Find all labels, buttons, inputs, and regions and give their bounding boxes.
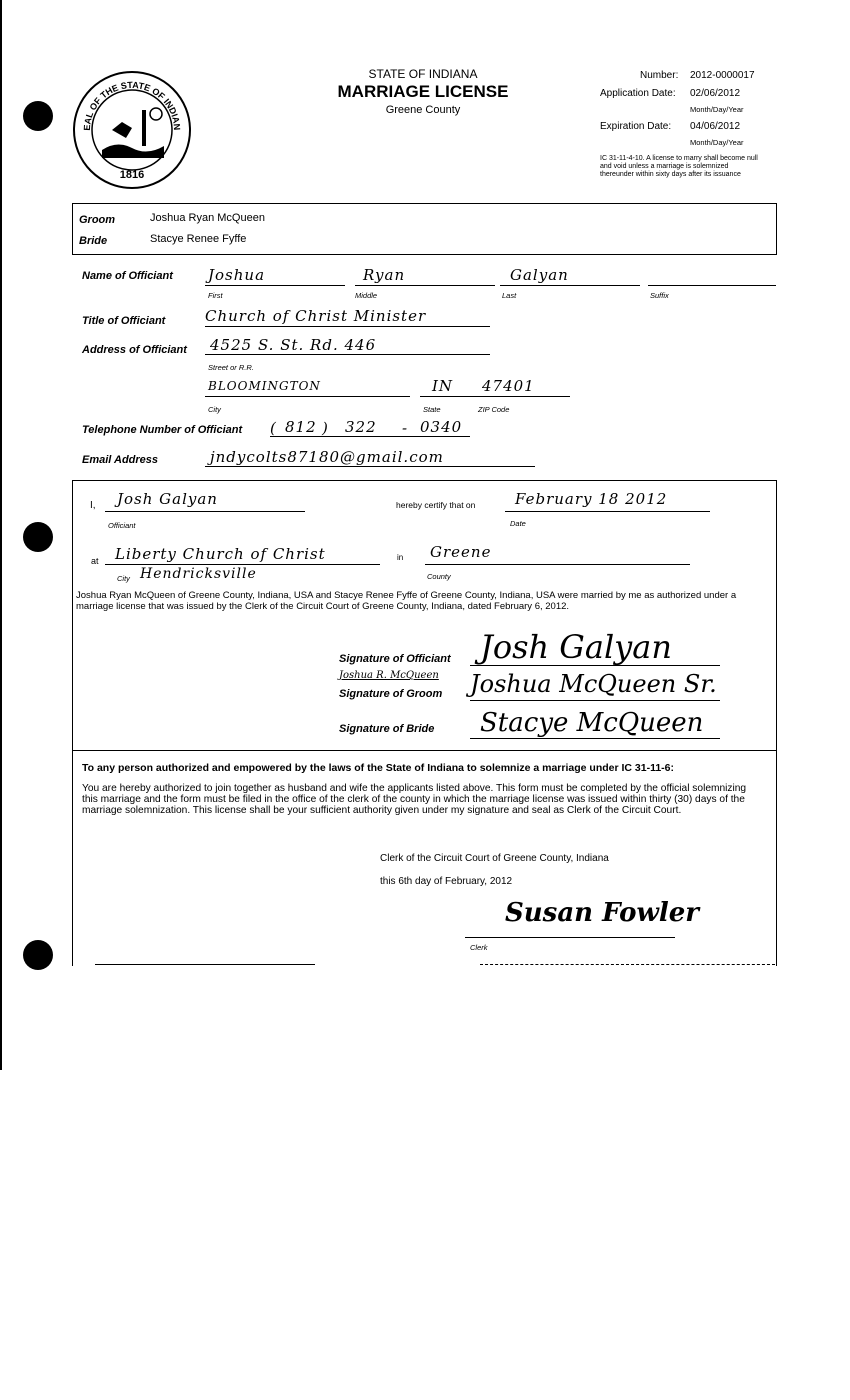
zip-caption: ZIP Code	[478, 405, 510, 414]
clerk-signature: Susan Fowler	[505, 898, 699, 928]
officiant-phone-label: Telephone Number of Officiant	[82, 424, 243, 436]
state-caption: State	[423, 405, 441, 414]
clerk-caption: Clerk	[470, 943, 488, 952]
street-caption: Street or R.R.	[208, 363, 254, 372]
cert-date-caption: Date	[510, 519, 526, 528]
cert-place: Liberty Church of Christ	[115, 545, 326, 563]
cert-officiant-caption: Officiant	[108, 521, 136, 530]
punch-hole-bottom	[23, 940, 53, 970]
sig-bride-label: Signature of Bride	[339, 723, 435, 735]
cert-officiant-name: Josh Galyan	[117, 490, 218, 508]
couple-box	[72, 203, 777, 255]
middle-caption: Middle	[355, 291, 378, 300]
application-date: 02/06/2012	[690, 88, 741, 99]
officiant-first-name: Joshua	[208, 266, 266, 284]
officiant-state: IN	[432, 377, 454, 395]
cert-at: at	[91, 556, 99, 566]
city-caption: City	[208, 405, 221, 414]
groom-name: Joshua Ryan McQueen	[150, 212, 265, 224]
suffix-caption: Suffix	[650, 291, 669, 300]
officiant-address-label: Address of Officiant	[82, 344, 187, 356]
phone-dash: -	[402, 419, 409, 437]
phone-area-code: 812	[285, 418, 317, 436]
cert-certify-text: hereby certify that on	[396, 500, 476, 510]
expiration-date: 04/06/2012	[690, 121, 741, 132]
seal-text: EAL OF THE STATE OF INDIAN	[81, 79, 183, 131]
cert-city: Hendricksville	[140, 566, 257, 582]
officiant-middle-name: Ryan	[363, 266, 406, 284]
license-number-label: Number:	[640, 70, 679, 81]
punch-hole-middle	[23, 522, 53, 552]
bride-label: Bride	[79, 235, 108, 247]
cert-in: in	[397, 553, 404, 562]
sig-officiant-label: Signature of Officiant	[339, 653, 451, 665]
officiant-title-label: Title of Officiant	[82, 315, 166, 327]
phone-prefix: 322	[345, 418, 377, 436]
email-label: Email Address	[82, 454, 159, 466]
phone-close-paren: )	[322, 419, 329, 437]
punch-hole-top	[23, 101, 53, 131]
last-caption: Last	[502, 291, 517, 300]
bride-name: Stacye Renee Fyffe	[150, 233, 247, 245]
license-number: 2012-0000017	[690, 70, 755, 81]
cert-city-caption: City	[117, 574, 130, 583]
phone-line: 0340	[420, 418, 463, 436]
sig-officiant: Josh Galyan	[480, 628, 672, 666]
first-caption: First	[208, 291, 223, 300]
cert-date: February 18 2012	[515, 490, 668, 508]
officiant-zip: 47401	[482, 377, 535, 395]
state-heading: STATE OF INDIANA	[368, 67, 478, 81]
seal-year: 1816	[119, 169, 145, 181]
sig-bride: Stacye McQueen	[480, 708, 704, 738]
sig-groom-label: Signature of Groom	[339, 688, 443, 700]
cert-county-caption: County	[427, 572, 451, 581]
validity-notice: IC 31-11-4-10. A license to marry shall become null and void unless a marriage is solemnized thereunder within sixty days after its issuance	[600, 155, 758, 178]
cert-county: Greene	[430, 543, 492, 561]
expiration-date-label: Expiration Date:	[600, 121, 672, 132]
phone-open-paren: (	[270, 419, 277, 437]
scan-edge	[0, 0, 2, 1070]
officiant-email: jndycolts87180@gmail.com	[210, 448, 444, 466]
sig-groom-print: Joshua R. McQueen	[339, 670, 439, 681]
officiant-name-label: Name of Officiant	[82, 270, 173, 282]
application-date-format: Month/Day/Year	[690, 105, 744, 114]
authority-heading: To any person authorized and empowered by the laws of the State of Indiana to solemnize a marriage under IC 31-11-6:	[82, 762, 675, 774]
groom-label: Groom	[79, 214, 116, 226]
officiant-city: BLOOMINGTON	[208, 379, 321, 393]
application-date-label: Application Date:	[600, 88, 676, 99]
officiant-last-name: Galyan	[510, 266, 569, 284]
officiant-street: 4525 S. St. Rd. 446	[210, 336, 377, 354]
county-heading: Greene County	[385, 104, 461, 116]
cert-statement: Joshua Ryan McQueen of Greene County, Indiana, USA and Stacye Renee Fyffe of Greene County, Indiana, USA were married by me as authorized under a marriage license that was issued by the Clerk of the Circuit Court of Greene County, Indiana, dated February 6, 2012.	[76, 590, 737, 612]
sig-groom: Joshua McQueen Sr.	[470, 670, 717, 698]
issue-day: this 6th day of February, 2012	[380, 876, 513, 887]
document-title: MARRIAGE LICENSE	[337, 82, 509, 101]
cert-i: I,	[90, 500, 96, 511]
authority-body: You are hereby authorized to join together as husband and wife the applicants listed above. This form must be completed by the official solemnizing this marriage and the form must be filed in the office of the clerk of the county in which the marriage license was issued within thirty (30) days of the marriage solemnization. This license shall be your sufficient authority given under my signature and seal as Clerk of the Circuit Court.	[82, 783, 747, 816]
state-seal	[72, 70, 192, 190]
clerk-of: Clerk of the Circuit Court of Greene County, Indiana	[380, 853, 609, 864]
officiant-title: Church of Christ Minister	[205, 307, 427, 325]
expiration-date-format: Month/Day/Year	[690, 138, 744, 147]
